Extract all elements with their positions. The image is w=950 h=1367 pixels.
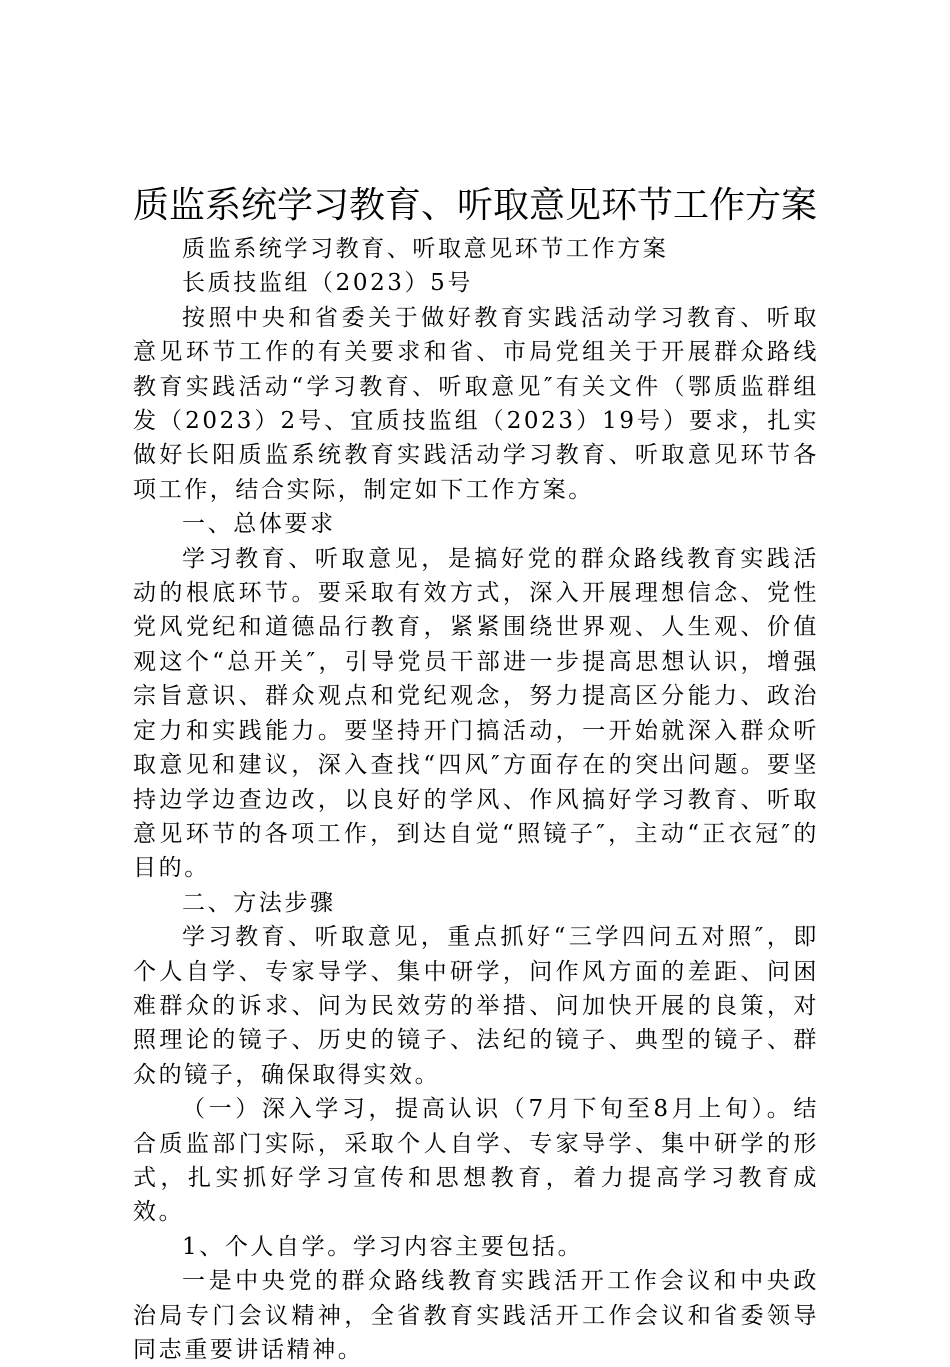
paragraph-item-one-a: 一是中央党的群众路线教育实践活开工作会议和中央政治局专门会议精神，全省教育实践活开工作会议和省委领导同志重要讲话精神。	[133, 1268, 819, 1363]
section-heading-general: 一、总体要求	[182, 511, 336, 538]
paragraph-section-one: （一）深入学习，提高认识（7月下旬至8月上旬）。结合质监部门实际，采取个人自学、专家导学、集中研学的形式，扎实抓好学习宣传和思想教育，着力提高学习教育成效。	[133, 1096, 819, 1226]
paragraph-methods: 学习教育、听取意见，重点抓好“三学四问五对照″，即个人自学、专家导学、集中研学，问作风方面的差距、问困难群众的诉求、问为民效劳的举措、问加快开展的良策，对照理论的镜子、历史的镜子、法纪的镜子、典型的镜子、群众的镜子，确保取得实效。	[133, 924, 819, 1088]
section-heading-methods: 二、方法步骤	[182, 889, 336, 916]
paragraph-item-one: 1、个人自学。学习内容主要包括。	[182, 1233, 584, 1260]
doc-number: 长质技监组（2023）5号	[182, 270, 473, 297]
paragraph-general-requirements: 学习教育、听取意见，是搞好党的群众路线教育实践活动的根底环节。要采取有效方式，深入开展理想信念、党性党风党纪和道德品行教育，紧紧围绕世界观、人生观、价值观这个“总开关″，引导党员干部进一步提高思想认识，增强宗旨意识、群众观点和党纪观念，努力提高区分能力、政治定力和实践能力。要坚持开门搞活动，一开始就深入群众听取意见和建议，深入查找“四风″方面存在的突出问题。要坚持边学边查边改，以良好的学风、作风搞好学习教育、听取意见环节的各项工作，到达自觉“照镜子″，主动“正衣冠″的目的。	[133, 545, 819, 882]
document-title: 质监系统学习教育、听取意见环节工作方案	[133, 185, 818, 226]
paragraph-intro: 按照中央和省委关于做好教育实践活动学习教育、听取意见环节工作的有关要求和省、市局党组关于开展群众路线教育实践活动“学习教育、听取意见″有关文件（鄂质监群组发（2023）2号、宜质技监组（2023）19号）要求，扎实做好长阳质监系统教育实践活动学习教育、听取意见环节各项工作，结合实际，制定如下工作方案。	[133, 304, 819, 503]
document-body	[133, 232, 819, 1367]
subtitle-line: 质监系统学习教育、听取意见环节工作方案	[182, 236, 669, 262]
